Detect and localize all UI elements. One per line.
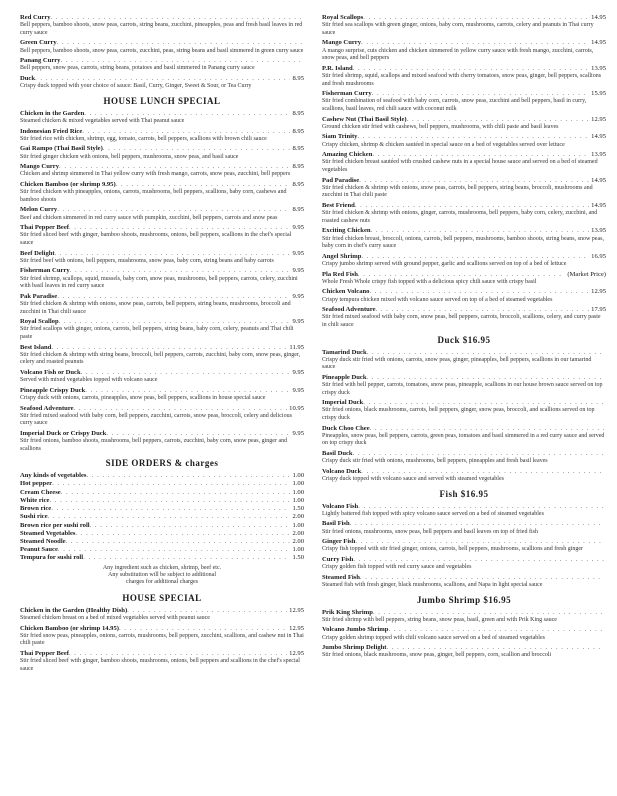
note-line: Any substitution will be subject to additional bbox=[108, 571, 216, 578]
item-name: Peanut Sauce bbox=[20, 546, 58, 554]
dot-leader bbox=[81, 369, 291, 377]
section-title: Fish $16.95 bbox=[439, 488, 489, 499]
menu-column-right bbox=[322, 14, 606, 662]
dot-leader bbox=[66, 538, 291, 546]
item-name: Gai Rampo (Thai Basil Style) bbox=[20, 145, 103, 153]
item-price: 1.00 bbox=[292, 488, 304, 496]
item-description: Crispy jumbo shrimp served with ground pepper, garlic and scallions served on top of a bed of lettuce bbox=[322, 260, 567, 267]
menu-item bbox=[20, 110, 304, 118]
section-title: HOUSE LUNCH SPECIAL bbox=[103, 95, 221, 106]
item-description: Crispy fish topped with stir fried ginger, onions, carrots, bell peppers, mushrooms, scallions and fresh ginger bbox=[322, 546, 584, 553]
menu-item bbox=[20, 206, 304, 214]
item-price: 1.00 bbox=[292, 480, 304, 488]
item-description: Crispy duck with onions, carrots, pineapples, snow peas, bell peppers, scallions in house special sauce bbox=[20, 394, 266, 401]
item-price: 1.00 bbox=[292, 546, 304, 554]
menu-item bbox=[20, 472, 304, 480]
dot-leader bbox=[127, 607, 287, 615]
item-price: 17.95 bbox=[591, 306, 606, 314]
item-description: Stir fried chicken & shrimp with onions, snow peas, carrots, bell peppers, string beans, mushrooms, broccoli and zucchini in Thai chili sauce bbox=[20, 300, 291, 315]
menu-item bbox=[20, 267, 304, 275]
item-name: Seafood Adventure bbox=[20, 404, 74, 412]
menu-item bbox=[322, 202, 606, 210]
dot-leader bbox=[90, 522, 291, 530]
menu-item bbox=[20, 546, 304, 554]
item-description: Stir fried sliced beef with ginger, bamboo shoots, mushrooms, onions, bell peppers, scallions in the chef's special sauce bbox=[20, 232, 292, 246]
item-name: Chicken in the Garden (Healthy Dish) bbox=[20, 606, 128, 614]
item-name: Sushi rice bbox=[20, 513, 48, 521]
item-name: Any kinds of vegetables bbox=[20, 472, 87, 480]
item-name: Best Island bbox=[20, 343, 52, 351]
item-name: Chicken Bamboo (or shrimp 9.95) bbox=[20, 180, 116, 188]
item-name: Pineapple Crispy Duck bbox=[20, 386, 86, 394]
item-name: Indonesian Fried Rice bbox=[20, 127, 83, 135]
dot-leader bbox=[57, 39, 302, 47]
menu-item bbox=[20, 489, 304, 497]
item-description: Steamed fish with fresh ginger, black mushrooms, scallions, and Napa in light special sauce bbox=[322, 582, 543, 589]
item-description: Ground chicken stir fried with cashews, bell peppers, mushrooms, with chili paste and basil leaves bbox=[322, 123, 559, 130]
item-description: Crispy duck stir fried with onions, carrots, snow peas, ginger, pineapples, bell peppers, scallions in our tamarind sauce bbox=[322, 356, 592, 371]
item-price: 13.95 bbox=[591, 227, 606, 235]
item-description: Beef and chicken simmered in red curry sauce with pumpkin, zucchini, bell peppers, carrots and snow peas bbox=[20, 214, 278, 221]
item-description: Stir fried chicken breast, broccoli, onions, carrots, bell peppers, mushrooms, bamboo shoots, string beans, snow peas, baby corn in chef's curry sauce bbox=[322, 235, 604, 250]
dot-leader bbox=[353, 65, 589, 73]
item-price: 1.50 bbox=[292, 505, 304, 513]
item-description: Stir fried chicken & shrimp with onions, ginger, carrots, mushrooms, bell peppers, baby corn, celery, zucchini, and roasted cashew nuts bbox=[322, 210, 598, 224]
dot-leader bbox=[363, 14, 589, 22]
section-title: HOUSE SPECIAL bbox=[122, 592, 202, 603]
item-name: Red Curry bbox=[20, 14, 51, 21]
item-description: Stir fried onions, black mushrooms, snow peas, ginger, bell peppers, corn, scallion and broccoli bbox=[322, 652, 552, 659]
item-price: 14.95 bbox=[591, 39, 606, 47]
item-name: Best Friend bbox=[322, 201, 355, 209]
item-name: Basil Fish bbox=[322, 520, 350, 528]
dot-leader bbox=[373, 609, 604, 617]
item-description: Stir fried with bell pepper, carrots, tomatoes, snow peas, pineapple, scallions in our house brown sauce served on top crispy duck bbox=[322, 382, 603, 396]
item-price: 12.95 bbox=[591, 115, 606, 123]
item-price: 9.95 bbox=[292, 224, 304, 232]
menu-item bbox=[20, 522, 304, 530]
dot-leader bbox=[87, 472, 291, 480]
menu-item bbox=[20, 554, 304, 562]
item-price: 1.50 bbox=[292, 554, 304, 562]
item-description: Stir fried chicken breast sautéed with crushed cashew nuts in a special house sauce and served on a bed of steamed vegetables bbox=[322, 159, 598, 173]
item-name: Basil Duck bbox=[322, 450, 353, 458]
menu-item bbox=[20, 625, 304, 633]
item-name: Steamed Noodle bbox=[20, 537, 66, 545]
item-name: Royal Scallops bbox=[322, 14, 364, 21]
item-description: Stir fried onions, bamboo shoots, mushrooms, bell peppers, carrots, zucchini, baby corn, snow peas, ginger and scallions bbox=[20, 438, 288, 452]
item-price: 8.95 bbox=[292, 109, 304, 117]
item-description: Stir fried onions, black mushrooms, carrots, bell peppers, ginger, snow peas, broccoli, and scallions served on top crispy duck bbox=[322, 407, 595, 422]
item-price: 14.95 bbox=[591, 201, 606, 209]
dot-leader bbox=[350, 520, 604, 528]
item-description: Crispy golden fish topped with red curry sauce and vegetables bbox=[322, 564, 472, 571]
item-name: Volcano Fish or Duck bbox=[20, 368, 81, 376]
item-description: Chicken and shrimp simmered in Thai yellow curry with fresh mango, carrots, snow peas, zucchini, bell peppers bbox=[20, 171, 291, 178]
dot-leader bbox=[367, 349, 604, 357]
item-description: Steamed chicken breast on a bed of mixed vegetables served with peanut sauce bbox=[20, 614, 210, 621]
item-description: Stir fried scallops with ginger, onions, carrots, bell peppers, string beans, baby corn, celery, peanuts and Thai chili paste bbox=[20, 326, 294, 340]
menu-section bbox=[322, 489, 606, 590]
menu-section bbox=[322, 14, 606, 330]
menu-item bbox=[322, 520, 606, 528]
item-price: 12.95 bbox=[289, 624, 304, 632]
menu-item bbox=[20, 75, 304, 83]
item-name: Pak Paradise bbox=[20, 292, 58, 300]
menu-section bbox=[20, 593, 304, 674]
item-name: Imperial Duck or Crispy Duck bbox=[20, 429, 107, 437]
dot-leader bbox=[58, 546, 291, 554]
item-name: Tempura for sushi roll bbox=[20, 554, 84, 562]
menu-item bbox=[322, 39, 606, 47]
item-description: Crispy duck topped with your choice of sauce: Basil, Curry, Ginger, Sweet & Sour, or Tea Curry bbox=[20, 83, 252, 90]
item-price: 16.95 bbox=[591, 252, 606, 260]
item-name: Prik King Shrimp bbox=[322, 608, 373, 616]
menu-item bbox=[20, 57, 304, 65]
item-price: 8.95 bbox=[292, 145, 304, 153]
item-name: Mango Curry bbox=[20, 163, 60, 171]
item-name: Mango Curry bbox=[322, 39, 362, 47]
item-name: Seafood Adventure bbox=[322, 306, 376, 314]
dot-leader bbox=[69, 650, 287, 658]
menu-section bbox=[20, 458, 304, 586]
item-name: Curry Fish bbox=[322, 556, 354, 564]
item-price: 8.95 bbox=[292, 180, 304, 188]
item-description: Whole Fresh Whole crispy fish topped with a delicious spicy chili sauce with crispy basil bbox=[322, 278, 537, 285]
item-name: P.R. Island bbox=[322, 64, 353, 72]
menu-item bbox=[322, 349, 606, 357]
menu-item bbox=[20, 513, 304, 521]
section-note bbox=[20, 565, 304, 587]
dot-leader bbox=[355, 202, 589, 210]
menu-item bbox=[20, 430, 304, 438]
dot-leader bbox=[357, 133, 589, 141]
dot-leader bbox=[84, 110, 290, 118]
dot-leader bbox=[85, 387, 290, 395]
dot-leader bbox=[358, 503, 604, 511]
menu-item bbox=[20, 505, 304, 513]
menu-item bbox=[322, 253, 606, 261]
item-name: Royal Scallop bbox=[20, 318, 59, 326]
item-description: Stir fried sliced beef with ginger, bamboo shoots, mushrooms, onions, bell peppers and scallions in the chef's special sauce bbox=[20, 658, 300, 672]
item-name: Cashew Nut (Thai Basil Style) bbox=[322, 115, 407, 123]
menu-item bbox=[20, 405, 304, 413]
section-title: SIDE ORDERS & charges bbox=[105, 458, 219, 469]
item-price: 8.95 bbox=[292, 74, 304, 82]
menu-item bbox=[322, 271, 606, 279]
item-name: Angel Shrimp bbox=[322, 252, 362, 260]
dot-leader bbox=[57, 293, 290, 301]
item-name: Chicken Volcano bbox=[322, 288, 370, 296]
menu-item bbox=[322, 65, 606, 73]
item-name: White rice bbox=[20, 496, 50, 504]
dot-leader bbox=[55, 250, 291, 258]
item-description: Stir fried onions, mushrooms, snow peas, bell peppers and basil leaves on top of fried fish bbox=[322, 528, 538, 535]
dot-leader bbox=[51, 14, 302, 22]
item-description: Stir fried sea scallops with green ginger, onions, baby corn, mushrooms, carrots, celery and peanuts in Thai curry sauce bbox=[322, 22, 594, 36]
item-description: Crispy golden shrimp topped with chili volcano sauce served on a bed of steamed vegetables bbox=[322, 634, 545, 641]
dot-leader bbox=[76, 530, 291, 538]
item-description: Stir fried chicken & shrimp with string beans, broccoli, bell peppers, carrots, zucchini, baby corn, snow peas, ginger, celery and roasted peanuts bbox=[20, 351, 301, 366]
item-name: Fisherman Curry bbox=[20, 267, 70, 275]
item-description: Stir fried shrimp, scallops, squid, mussels, baby corn, snow peas, mushrooms, bell peppers, carrots, celery, zucchini with basil leaves in red curry sauce bbox=[20, 275, 298, 290]
item-description: Lightly battered fish topped with spicy volcano sauce served on a bed of steamed vegetables bbox=[322, 510, 544, 517]
item-description: Steamed chicken & mixed vegetables served with Thai peanut sauce bbox=[20, 117, 185, 124]
menu-item bbox=[322, 14, 606, 22]
item-name: Steamed Fish bbox=[322, 573, 360, 581]
menu-item bbox=[20, 39, 304, 47]
item-name: Green Curry bbox=[20, 39, 57, 47]
item-description: Stir fried mixed seafood with baby corn, snow peas, bell peppers, carrots, broccoli, scallions, celery, and curry paste in chili sauce bbox=[322, 314, 601, 328]
item-description: Bell peppers, snow peas, carrots, string beans, potatoes and basil simmered in Panang curry sauce bbox=[20, 65, 255, 72]
item-name: Volcano Duck bbox=[322, 467, 362, 475]
menu-item bbox=[322, 626, 606, 634]
dot-leader bbox=[119, 625, 287, 633]
item-description: Crispy chicken, shrimp & chicken sautéed in special sauce on a bed of vegetables served over lettuce bbox=[322, 141, 565, 148]
item-description: Bell peppers, bamboo shoots, snow peas, carrots, zucchini, peas, string beans and basil simmered in green curry sauce bbox=[20, 47, 304, 54]
note-line: charges for additional charges bbox=[126, 579, 198, 586]
dot-leader bbox=[371, 227, 590, 235]
item-price: 1.00 bbox=[292, 521, 304, 529]
menu-item bbox=[322, 227, 606, 235]
item-price: 12.95 bbox=[591, 288, 606, 296]
item-price: 13.95 bbox=[591, 151, 606, 159]
item-name: Chicken in the Garden bbox=[20, 109, 85, 117]
menu-item bbox=[20, 387, 304, 395]
dot-leader bbox=[61, 489, 291, 497]
item-description: Stir fried chicken & shrimp with onions, snow peas, carrots, bell peppers, string beans, broccoli, mushrooms and zucchini in Thai chili paste bbox=[322, 184, 593, 199]
dot-leader bbox=[57, 206, 290, 214]
section-title: Jumbo Shrimp $16.95 bbox=[416, 594, 512, 605]
item-name: Beef Delight bbox=[20, 249, 55, 257]
item-name: Siam Trinity bbox=[322, 133, 358, 141]
item-description: Stir fried mixed seafood with baby corn, bell peppers, zucchini, carrots, snow peas, broccoli, celery and delicious curry sauce bbox=[20, 412, 292, 427]
menu-item bbox=[322, 374, 606, 382]
menu-item bbox=[20, 538, 304, 546]
item-price: 9.95 bbox=[292, 292, 304, 300]
item-description: Stir fried ginger chicken with onions, bell peppers, mushrooms, snow peas, and basil sauce bbox=[20, 153, 239, 160]
dot-leader bbox=[60, 57, 302, 65]
item-name: Volcano Fish bbox=[322, 502, 359, 510]
dot-leader bbox=[369, 288, 589, 296]
menu-item bbox=[20, 250, 304, 258]
dot-leader bbox=[70, 267, 291, 275]
item-description: A mango surprise, cuts chicken and chicken simmered in yellow curry sauce with fresh mango, zucchini, carrots, snow peas, and bell peppers bbox=[322, 47, 594, 62]
dot-leader bbox=[82, 128, 290, 136]
item-description: Stir fried beef with onions, bell peppers, mushrooms, snow peas, baby corn, string beans and baby carrots bbox=[20, 257, 274, 264]
menu-item bbox=[20, 369, 304, 377]
item-price: 12.95 bbox=[289, 649, 304, 657]
menu-item bbox=[20, 607, 304, 615]
dot-leader bbox=[361, 253, 589, 261]
menu-item bbox=[20, 14, 304, 22]
item-name: Brown rice bbox=[20, 505, 52, 513]
item-price: 9.95 bbox=[292, 318, 304, 326]
menu-item bbox=[20, 181, 304, 189]
item-name: Fisherman Curry bbox=[322, 90, 372, 98]
item-description: Crispy tempura chicken mixed with volcano sauce served on top of a bed of steamed vegetables bbox=[322, 296, 553, 303]
section-title: Duck $16.95 bbox=[437, 334, 491, 345]
menu-item bbox=[322, 116, 606, 124]
menu-item bbox=[322, 133, 606, 141]
item-name: Volcano Jumbo Shrimp bbox=[322, 626, 389, 634]
dot-leader bbox=[388, 626, 604, 634]
item-description: Stir fried combination of seafood with baby corn, carrots, snow peas, zucchini and bell peppers, basil in curry, scallions, basil leaves, red chili sauce with coconut milk bbox=[322, 98, 587, 112]
menu-item bbox=[322, 425, 606, 433]
menu-item bbox=[322, 177, 606, 185]
item-description: Stir fried shrimp, squid, scallops and mixed seafood with cherry tomatoes, snow peas, ginger, bell peppers, scallions and fresh mushrooms bbox=[322, 72, 602, 87]
menu-item bbox=[322, 574, 606, 582]
item-description: Stir fried snow peas, pineapples, onions, carrots, mushrooms, bell peppers, zucchini, scallions, and cashew nut in Thai chili paste bbox=[20, 632, 304, 647]
item-price: 12.95 bbox=[289, 606, 304, 614]
item-price: 14.95 bbox=[591, 176, 606, 184]
item-name: Panang Curry bbox=[20, 57, 61, 65]
item-name: Pad Paradise bbox=[322, 176, 360, 184]
item-name: Duck bbox=[20, 74, 36, 82]
item-name: Hot pepper bbox=[20, 480, 53, 488]
item-name: Ginger Fish bbox=[322, 538, 356, 546]
item-price: 9.95 bbox=[292, 368, 304, 376]
item-name: Chicken Bamboo (or shrimp 14.95) bbox=[20, 624, 119, 632]
menu-item bbox=[20, 145, 304, 153]
item-name: Thai Pepper Beef bbox=[20, 649, 69, 657]
dot-leader bbox=[359, 177, 589, 185]
menu-section bbox=[20, 14, 304, 91]
item-description: Crispy duck topped with volcano sauce and served with steamed vegetables bbox=[322, 476, 504, 483]
item-name: Melon Curry bbox=[20, 206, 58, 214]
menu-section bbox=[20, 96, 304, 454]
dot-leader bbox=[358, 271, 565, 279]
note-line: Any ingredient such as chicken, shrimp, beef etc. bbox=[102, 564, 222, 571]
dot-leader bbox=[116, 181, 291, 189]
item-name: Cream Cheese bbox=[20, 488, 61, 496]
dot-leader bbox=[360, 574, 604, 582]
item-price: (Market Price) bbox=[567, 270, 606, 278]
menu-column-left bbox=[20, 14, 304, 675]
item-description: Pineapples, snow peas, bell peppers, carrots, green peas, tomatoes and basil simmered in a red curry sauce and served on top crispy duck bbox=[322, 432, 605, 447]
item-price: 9.95 bbox=[292, 386, 304, 394]
dot-leader bbox=[74, 405, 288, 413]
item-description: Served with mixed vegetables topped with volcano sauce bbox=[20, 377, 158, 384]
menu-section bbox=[322, 335, 606, 484]
dot-leader bbox=[367, 374, 604, 382]
item-price: 8.95 bbox=[292, 206, 304, 214]
item-description: Stir fried rice with chicken, shrimp, egg, tomato, carrots, bell peppers, scallions with brown chili sauce bbox=[20, 135, 267, 142]
item-name: Jumbo Shrimp Delight bbox=[322, 644, 387, 652]
item-price: 1.00 bbox=[292, 496, 304, 504]
menu-item bbox=[20, 344, 304, 352]
item-description: Crispy duck stir fried with onions, mushrooms, bell peppers, pineapples and fresh basil leaves bbox=[322, 458, 548, 465]
item-name: Pla Red Fish bbox=[322, 270, 358, 278]
item-name: Brown rice per sushi roll bbox=[20, 521, 90, 529]
item-price: 11.95 bbox=[289, 343, 304, 351]
item-price: 8.95 bbox=[292, 127, 304, 135]
dot-leader bbox=[407, 116, 590, 124]
item-name: Exciting Chicken bbox=[322, 227, 371, 235]
item-name: Tamarind Duck bbox=[322, 348, 367, 356]
dot-leader bbox=[83, 554, 290, 562]
item-name: Imperial Duck bbox=[322, 399, 364, 407]
menu-item bbox=[20, 530, 304, 538]
item-name: Amazing Chicken bbox=[322, 151, 373, 159]
item-price: 13.95 bbox=[591, 64, 606, 72]
dot-leader bbox=[35, 75, 290, 83]
item-price: 14.95 bbox=[591, 133, 606, 141]
item-price: 9.95 bbox=[292, 267, 304, 275]
menu-item bbox=[20, 480, 304, 488]
dot-leader bbox=[49, 497, 290, 505]
menu-item bbox=[322, 468, 606, 476]
item-name: Pineapple Duck bbox=[322, 373, 367, 381]
menu-item bbox=[20, 128, 304, 136]
item-price: 10.95 bbox=[289, 404, 304, 412]
dot-leader bbox=[106, 430, 290, 438]
item-price: 2.00 bbox=[292, 529, 304, 537]
dot-leader bbox=[361, 39, 589, 47]
item-name: Steamed Vegetables bbox=[20, 529, 76, 537]
dot-leader bbox=[52, 480, 290, 488]
item-price: 2.00 bbox=[292, 537, 304, 545]
item-price: 15.95 bbox=[591, 90, 606, 98]
item-price: 1.00 bbox=[292, 472, 304, 480]
menu-item bbox=[20, 650, 304, 658]
dot-leader bbox=[103, 145, 291, 153]
menu-item bbox=[322, 503, 606, 511]
dot-leader bbox=[48, 513, 291, 521]
item-price: 9.95 bbox=[292, 249, 304, 257]
menu-item bbox=[20, 293, 304, 301]
item-description: Bell peppers, bamboo shoots, snow peas, carrots, string beans, zucchini, pineapples, peas and fresh basil leaves in red curry sauce bbox=[20, 22, 303, 36]
dot-leader bbox=[370, 425, 604, 433]
item-description: Stir fried chicken with pineapples, onions, carrots, mushrooms, bell peppers, scallions, baby corn, cashews and bamboo shoots bbox=[20, 189, 287, 203]
menu-item bbox=[322, 609, 606, 617]
dot-leader bbox=[51, 505, 290, 513]
item-price: 2.00 bbox=[292, 513, 304, 521]
item-price: 8.95 bbox=[292, 163, 304, 171]
item-description: Stir fried shrimp with bell peppers, string beans, snow peas, basil, green and with Prik King sauce bbox=[322, 616, 557, 623]
item-price: 9.95 bbox=[292, 429, 304, 437]
dot-leader bbox=[51, 344, 287, 352]
item-price: 14.95 bbox=[591, 14, 606, 21]
menu-item bbox=[20, 497, 304, 505]
item-name: Duck Choo Chee bbox=[322, 424, 370, 432]
item-name: Thai Pepper Beef bbox=[20, 224, 69, 232]
menu-section bbox=[322, 595, 606, 660]
menu-item bbox=[322, 288, 606, 296]
dot-leader bbox=[361, 468, 604, 476]
